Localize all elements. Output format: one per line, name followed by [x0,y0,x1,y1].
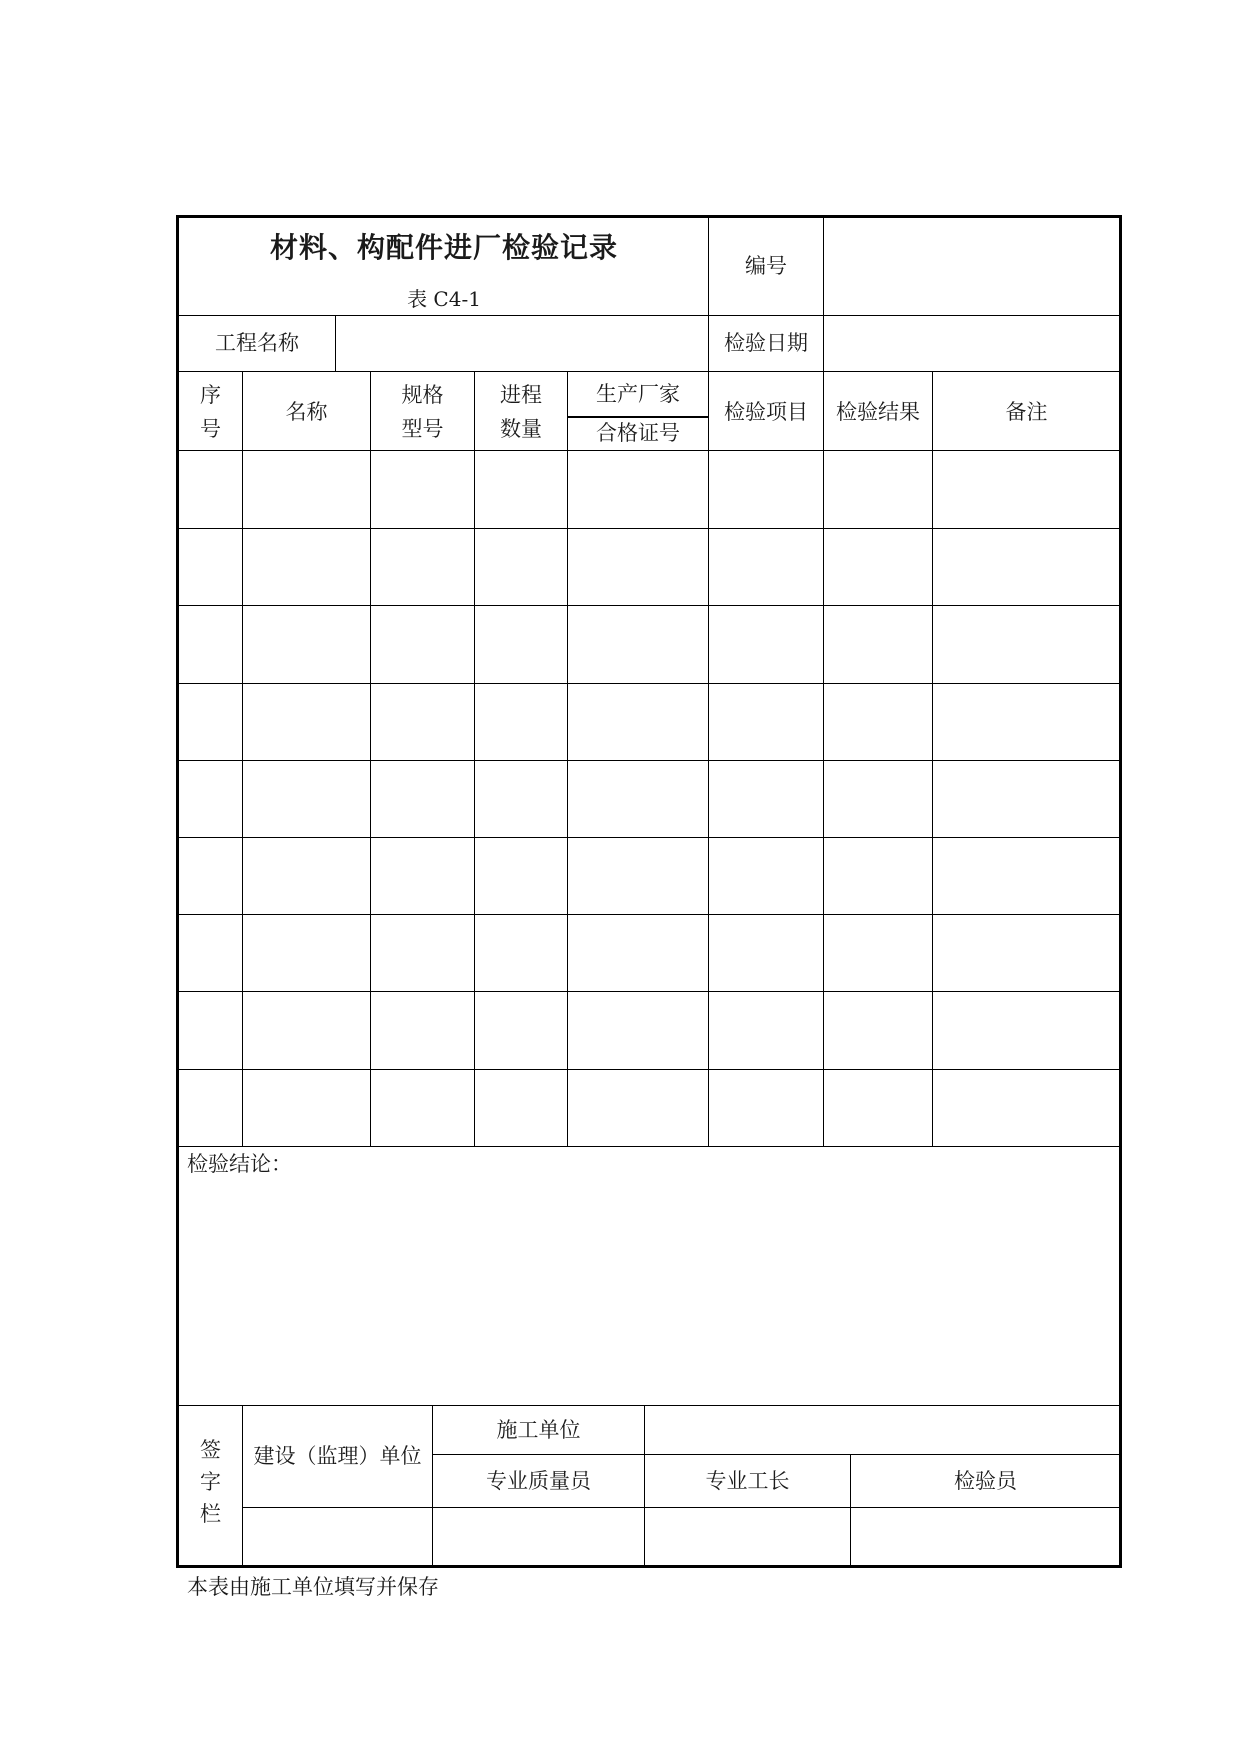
table-cell[interactable] [179,915,242,990]
table-cell[interactable] [475,451,567,527]
header-seq-2: 号 [200,417,221,441]
table-cell[interactable] [568,915,708,990]
table-cell[interactable] [933,606,1120,682]
table-cell[interactable] [243,529,370,604]
project-name-field[interactable] [336,316,707,370]
table-cell[interactable] [568,838,708,913]
table-cell[interactable] [933,1070,1120,1145]
rule-below-rows [176,1146,1122,1147]
header-name: 名称 [285,400,328,424]
table-cell[interactable] [933,684,1120,759]
table-cell[interactable] [475,761,567,836]
table-cell[interactable] [243,761,370,836]
table-cell[interactable] [709,606,823,682]
rule-sign-mid [432,1454,1122,1455]
table-cell[interactable] [243,992,370,1068]
table-cell[interactable] [179,684,242,759]
table-cell[interactable] [933,451,1120,527]
signature-col-3: 栏 [200,1502,221,1526]
table-cell[interactable] [371,451,474,527]
table-cell[interactable] [371,1070,474,1145]
table-cell[interactable] [475,992,567,1068]
table-cell[interactable] [243,1070,370,1145]
header-seq-1: 序 [200,383,221,407]
quality-officer-label: 专业质量员 [486,1469,591,1493]
table-cell[interactable] [568,684,708,759]
table-cell[interactable] [179,606,242,682]
table-cell[interactable] [933,761,1120,836]
number-label: 编号 [745,254,787,278]
foreman-label: 专业工长 [705,1469,790,1493]
table-cell[interactable] [475,529,567,604]
table-cell[interactable] [243,684,370,759]
table-cell[interactable] [475,838,567,913]
rule-maker-cert [567,416,708,418]
table-cell[interactable] [933,838,1120,913]
table-cell[interactable] [709,684,823,759]
table-cell[interactable] [568,992,708,1068]
table-cell[interactable] [371,838,474,913]
table-cell[interactable] [371,761,474,836]
table-cell[interactable] [709,1070,823,1145]
header-remark: 备注 [1005,400,1048,424]
table-cell[interactable] [179,1070,242,1145]
inspection-date-field[interactable] [824,316,1120,370]
table-cell[interactable] [243,915,370,990]
owner-unit-label: 建设（监理）单位 [253,1444,422,1468]
construction-unit-label: 施工单位 [496,1418,581,1442]
header-qty-1: 进程 [500,383,542,407]
header-cert: 合格证号 [596,421,680,445]
table-cell[interactable] [824,915,932,990]
table-cell[interactable] [371,606,474,682]
table-cell[interactable] [709,992,823,1068]
table-cell[interactable] [824,992,932,1068]
table-cell[interactable] [568,606,708,682]
conclusion-label: 检验结论： [187,1152,292,1176]
table-cell[interactable] [824,761,932,836]
quality-officer-signature-field[interactable] [433,1508,644,1566]
table-cell[interactable] [709,915,823,990]
table-cell[interactable] [179,451,242,527]
table-cell[interactable] [824,684,932,759]
table-cell[interactable] [179,838,242,913]
header-result: 检验结果 [836,400,920,424]
signature-col-2: 字 [200,1470,221,1494]
table-cell[interactable] [371,529,474,604]
table-cell[interactable] [933,992,1120,1068]
project-name-label: 工程名称 [215,331,299,355]
header-spec-1: 规格 [401,383,444,407]
foreman-signature-field[interactable] [645,1508,850,1566]
table-cell[interactable] [179,992,242,1068]
construction-unit-field[interactable] [645,1407,1120,1453]
table-cell[interactable] [475,915,567,990]
table-cell[interactable] [243,838,370,913]
inspector-signature-field[interactable] [851,1508,1120,1566]
table-cell[interactable] [475,1070,567,1145]
table-cell[interactable] [371,992,474,1068]
signature-col-1: 签 [200,1438,221,1462]
table-cell[interactable] [933,915,1120,990]
table-cell[interactable] [709,838,823,913]
table-cell[interactable] [568,1070,708,1145]
header-item: 检验项目 [724,400,808,424]
table-cell[interactable] [824,1070,932,1145]
header-spec-2: 型号 [401,417,444,441]
table-cell[interactable] [475,606,567,682]
rule-below-conclusion [176,1405,1122,1406]
table-cell[interactable] [371,684,474,759]
header-qty-2: 数量 [500,417,542,441]
table-cell[interactable] [824,529,932,604]
inspection-date-label: 检验日期 [724,331,808,355]
header-maker: 生产厂家 [596,382,680,406]
table-cell[interactable] [243,451,370,527]
table-cell[interactable] [568,761,708,836]
table-cell[interactable] [709,451,823,527]
table-cell[interactable] [709,761,823,836]
form-title: 材料、构配件进厂检验记录 [269,231,618,264]
table-cell[interactable] [179,529,242,604]
table-cell[interactable] [824,838,932,913]
table-cell[interactable] [475,684,567,759]
owner-signature-field[interactable] [243,1508,432,1566]
table-cell[interactable] [243,606,370,682]
number-field[interactable] [824,217,1120,314]
table-cell[interactable] [371,915,474,990]
inspector-label: 检验员 [954,1469,1017,1493]
conclusion-field[interactable] [179,1178,1120,1403]
rule-below-project [176,371,1122,372]
table-cell[interactable] [709,529,823,604]
table-code: 表 C4-1 [407,287,481,311]
table-cell[interactable] [824,451,932,527]
table-cell[interactable] [179,761,242,836]
table-cell[interactable] [568,529,708,604]
table-cell[interactable] [824,606,932,682]
table-cell[interactable] [933,529,1120,604]
table-cell[interactable] [568,451,708,527]
footer-note: 本表由施工单位填写并保存 [187,1575,439,1599]
